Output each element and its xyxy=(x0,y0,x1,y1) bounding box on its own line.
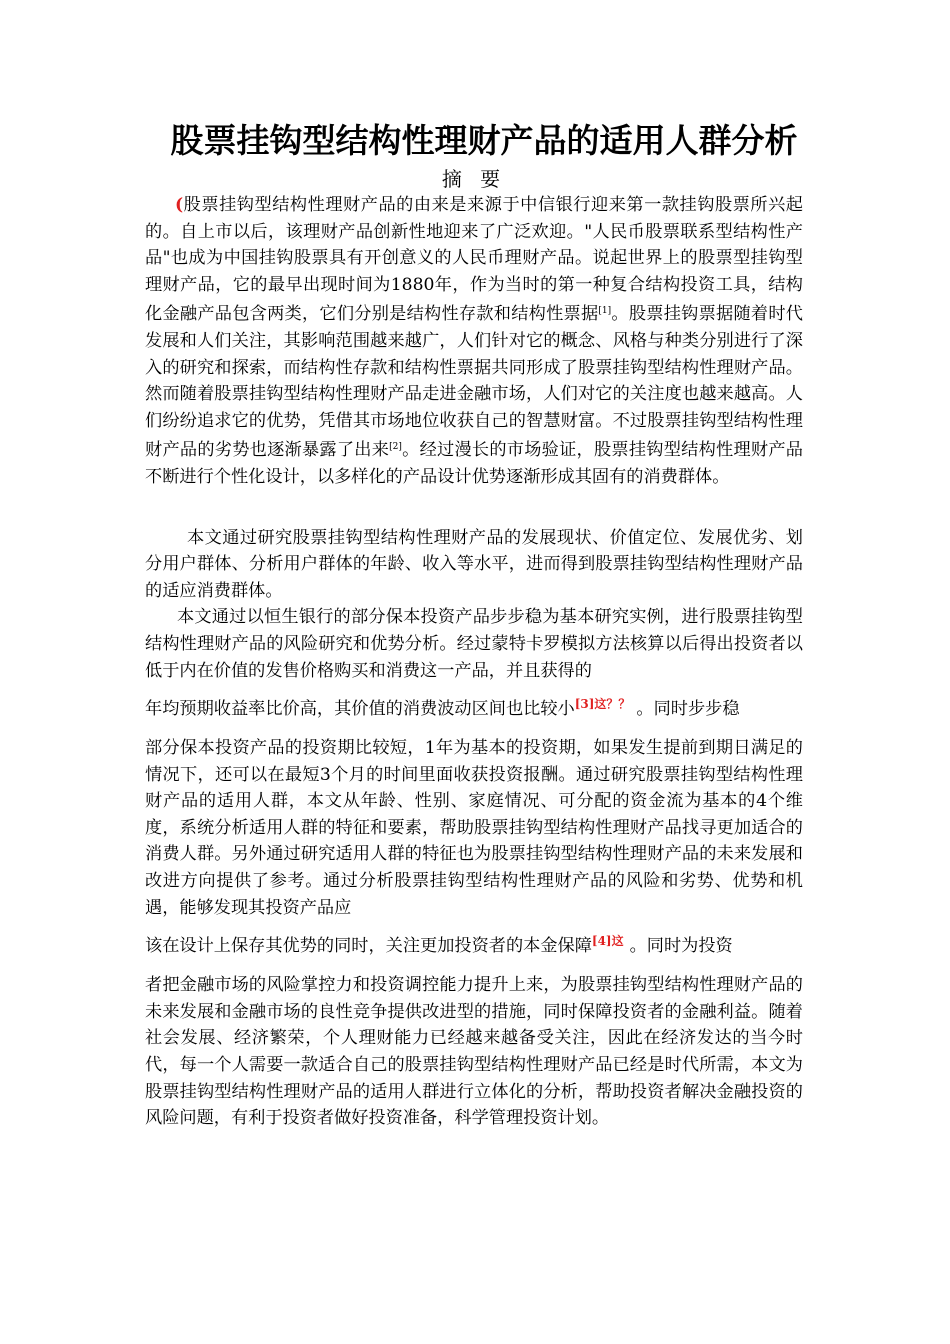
p3-text-a: 本文通过以恒生银行的部分保本投资产品步步稳为基本研究实例，进行股票挂钩型结构性理财产品的风险研究和优势分析。经过蒙特卡罗模拟方法核算以后得出投资者以低于内在价值的发售价格购买和消费这一产品，并且获得的 xyxy=(145,607,803,681)
p1-text-a: 股票挂钩型结构性理财产品的由来是来源于中信银行迎来第一款挂钩股票所兴起的。自上市以后，该理财产品创新性地迎来了广泛欢迎。"人民币股票联系型结构性产品"也成为中国挂钩股票具有开创意义的人民币理财产品。说起世界上的股票型挂钩型理财产品，它的最早出现时间为1880年，作为当时的第一种复合结构投资工具，结构化金融产品包含两类，它们分别是结构性存款和结构性票据 xyxy=(145,195,803,325)
p1-text-c: 。经过漫长的市场验证，股票挂钩型结构性理财产品不断进行个性化设计，以多样化的产品设计优势逐渐形成其固有的消费群体。 xyxy=(145,440,803,487)
comment-open-mark: ( xyxy=(175,195,184,215)
p3-text-d: 部分保本投资产品的投资期比较短，1年为基本的投资期，如果发生提前到期日满足的情况下，还可以在最短3个月的时间里面收获投资报酬。通过研究股票挂钩型结构性理财产品的适用人群，本文从年龄、性别、家庭情况、可分配的资金流为基本的4个维度，系统分析适用人群的特征和要素，帮助股票挂钩型结构性理财产品找寻更加适合的消费人群。另外通过研究适用人群的特征也为股票挂钩型结构性理财产品的未来发展和改进方向提供了参考。通过分析股票挂钩型结构性理财产品的风险和劣势、优势和机遇，能够发现其投资产品应 xyxy=(145,738,803,918)
abstract-heading: 摘 要 xyxy=(441,167,507,191)
p3-text-c: 。同时步步稳 xyxy=(636,699,740,720)
review-mark-1: [3]这？？ xyxy=(574,697,631,712)
document-page xyxy=(145,118,803,1132)
p3-continuation-1 xyxy=(145,735,803,921)
p3-text-g: 者把金融市场的风险掌控力和投资调控能力提升上来，为股票挂钩型结构性理财产品的未来发展和金融市场的良性竞争提供改进型的措施，同时保障投资者的金融利益。随着社会发展、经济繁荣，个人理财能力已经越来越备受关注，因此在经济发达的当今时代，每一个人需要一款适合自己的股票挂钩型结构性理财产品已经是时代所需，本文为股票挂钩型结构性理财产品的适用人群进行立体化的分析，帮助投资者解决金融投资的风险问题，有利于投资者做好投资准备，科学管理投资计划。 xyxy=(145,975,803,1129)
p3-line-with-mark-1 xyxy=(145,684,803,729)
citation-1: [1] xyxy=(598,306,612,317)
p3-text-b: 年均预期收益率比价高，其价值的消费波动区间也比较小 xyxy=(145,699,575,720)
p3-line-with-mark-2 xyxy=(145,921,803,966)
p1-text-b: 。股票挂钩票据随着时代发展和人们关注，其影响范围越来越广，人们针对它的概念、风格与种类分别进行了深入的研究和探索，而结构性存款和结构性票据共同形成了股票挂钩型结构性理财产品。然而随着股票挂钩型结构性理财产品走进金融市场，人们对它的关注度也越来越高。人们纷纷追求它的优势，凭借其市场地位收获自己的智慧财富。不过股票挂钩型结构性理财产品的劣势也逐渐暴露了出来 xyxy=(145,304,803,461)
abstract-paragraph-1 xyxy=(145,192,803,491)
paragraph-gap xyxy=(145,491,803,517)
citation-2: [2] xyxy=(389,442,402,453)
p3-continuation-2 xyxy=(145,972,803,1132)
abstract-paragraph-3 xyxy=(145,604,803,684)
document-title: 股票挂钩型结构性理财产品的适用人群分析 xyxy=(170,121,798,160)
review-mark-2: [4]这 xyxy=(591,934,624,949)
p3-text-e: 该在设计上保存其优势的同时，关注更加投资者的本金保障 xyxy=(145,936,592,957)
abstract-paragraph-2: 本文通过研究股票挂钩型结构性理财产品的发展现状、价值定位、发展优劣、划分用户群体、分析用户群体的年龄、收入等水平，进而得到股票挂钩型结构性理财产品的适应消费群体。 xyxy=(145,527,803,601)
p3-text-f: 。同时为投资 xyxy=(629,936,733,957)
